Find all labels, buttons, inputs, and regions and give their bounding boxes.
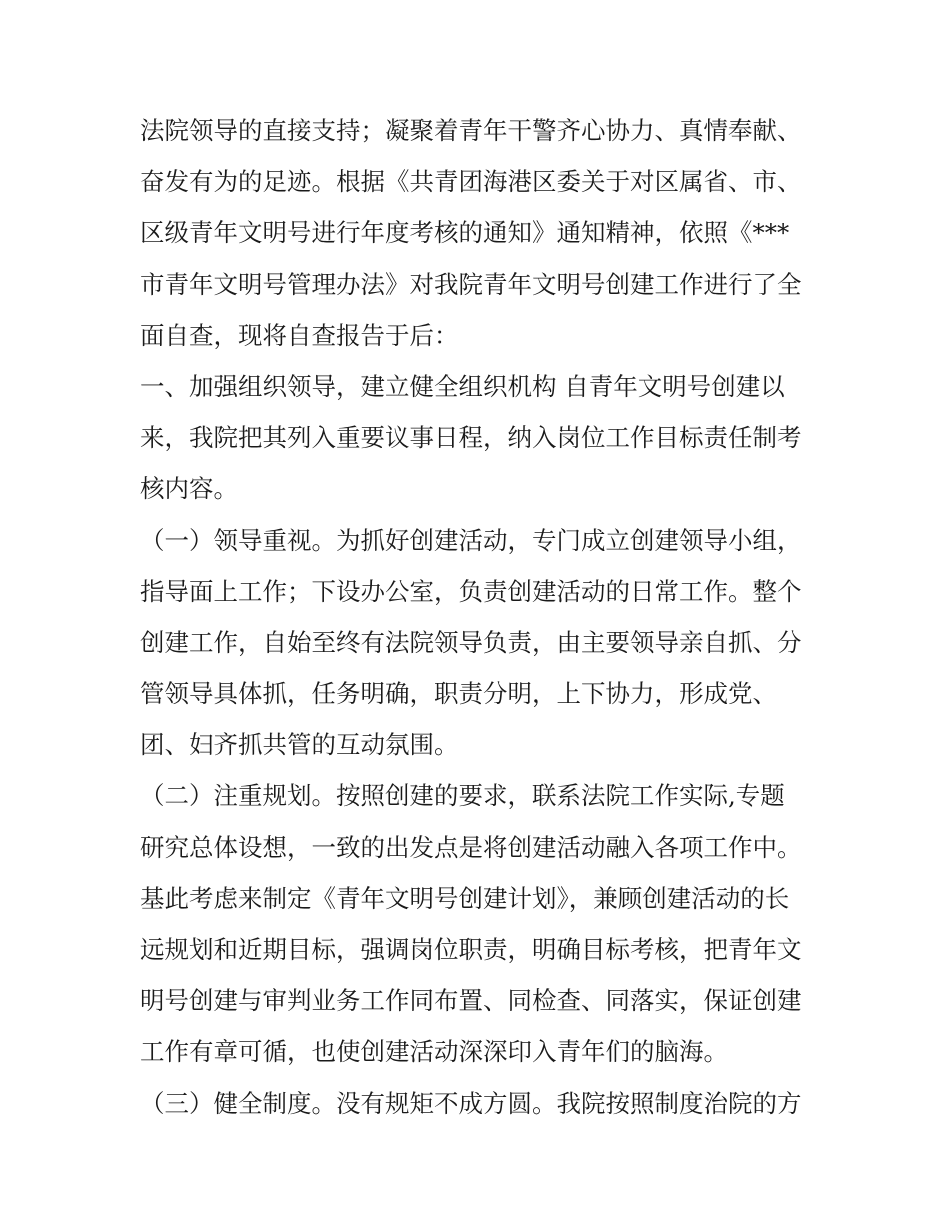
text-line: 一、加强组织领导，建立健全组织机构 自青年文明号创建以 [140,371,785,401]
body-text [140,105,820,1129]
text-line: 来，我院把其列入重要议事日程，纳入岗位工作目标责任制考 [140,423,802,453]
text-line: 市青年文明号管理办法》对我院青年文明号创建工作进行了全 [140,269,802,299]
text-line: 创建工作，自始至终有法院领导负责，由主要领导亲自抓、分 [140,627,802,657]
text-line: 明号创建与审判业务工作同布置、同检查、同落实，保证创建 [140,986,802,1016]
text-line: （一）领导重视。为抓好创建活动，专门成立创建领导小组， [140,525,802,555]
text-line: （三）健全制度。没有规矩不成方圆。我院按照制度治院的方 [140,1088,802,1118]
text-line: 管领导具体抓，任务明确，职责分明，上下协力，形成党、 [140,679,777,709]
text-line: 法院领导的直接支持；凝聚着青年干警齐心协力、真情奉献、 [140,116,802,145]
text-line: 面自查，现将自查报告于后： [140,320,459,350]
text-line: 奋发有为的足迹。根据《共青团海港区委关于对区属省、市、 [140,167,802,197]
text-line: 指导面上工作；下设办公室，负责创建活动的日常工作。整个 [140,576,802,606]
text-line: 团、妇齐抓共管的互动氛围。 [140,730,459,760]
text-line: （二）注重规划。按照创建的要求，联系法院工作实际,专题 [140,781,785,811]
text-line: 工作有章可循，也使创建活动深深印入青年们的脑海。 [140,1037,728,1067]
text-line: 研究总体设想，一致的出发点是将创建活动融入各项工作中。 [140,832,802,862]
text-line: 区级青年文明号进行年度考核的通知》通知精神，依照《*** [140,218,790,248]
text-line: 基此考虑来制定《青年文明号创建计划》，兼顾创建活动的长 [140,883,790,913]
text-line: 核内容。 [140,474,238,504]
text-line: 远规划和近期目标，强调岗位职责，明确目标考核，把青年文 [140,935,802,964]
